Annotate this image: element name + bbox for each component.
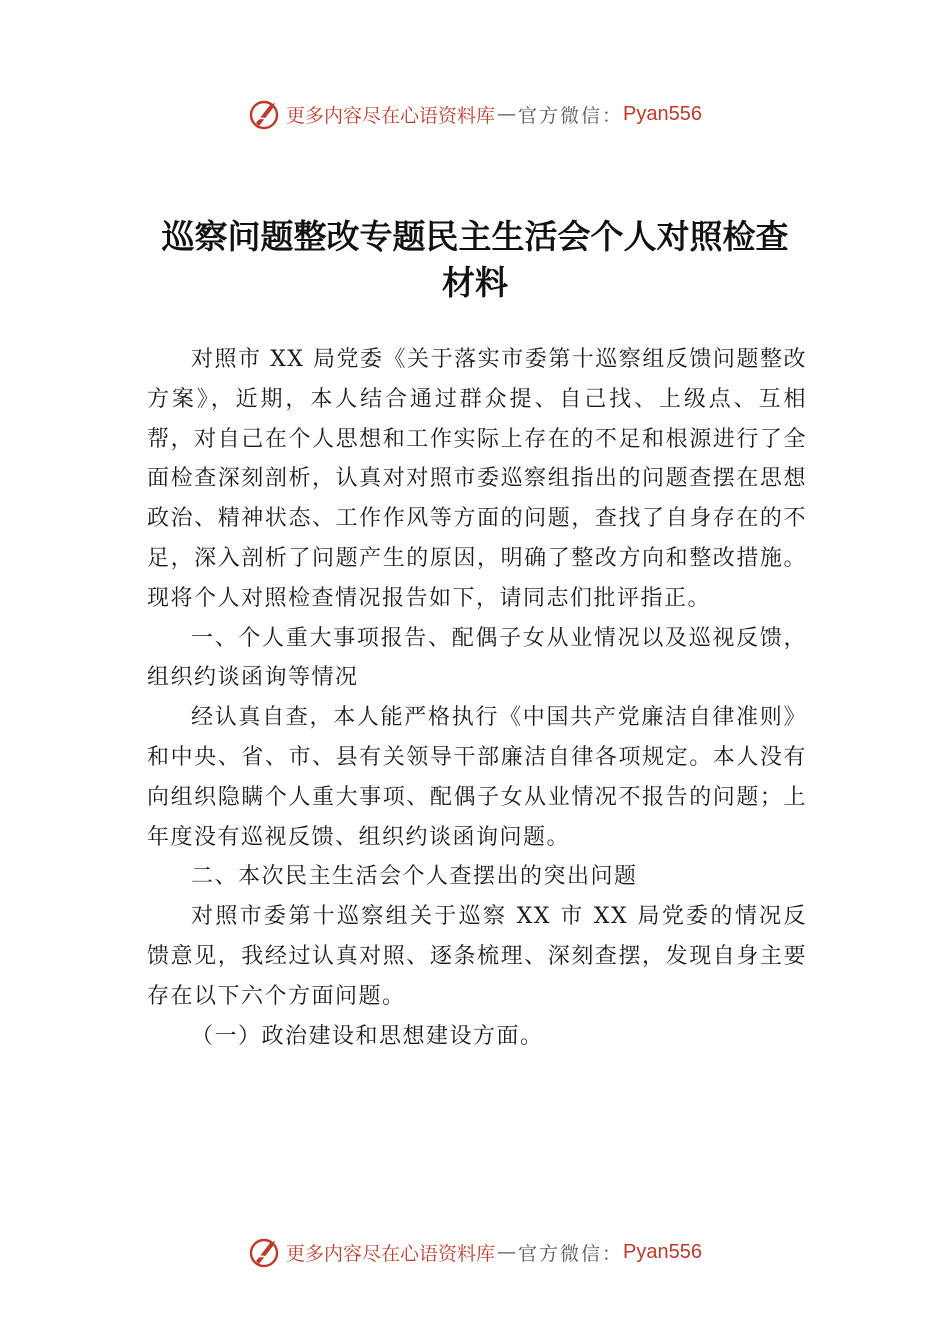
- banner-wechat-label: 官方微信：: [518, 104, 624, 127]
- pen-circle-logo-icon: [248, 97, 282, 131]
- header-banner: [0, 94, 950, 134]
- paragraph-section-2: 对照市委第十巡察组关于巡察 XX 市 XX 局党委的情况反馈意见，我经过认真对照、逐条梳理、深刻查摆，发现自身主要存在以下六个方面问题。: [147, 904, 807, 1009]
- subheading-political: （一）政治建设和思想建设方面。: [191, 1023, 544, 1049]
- banner-wechat-label: 官方微信：: [518, 1242, 624, 1265]
- banner-brand-text: 更多内容尽在心语资料库: [286, 104, 496, 127]
- paragraph-section-1: 经认真自查，本人能严格执行《中国共产党廉洁自律准则》和中央、省、市、县有关领导干部廉洁自律各项规定。本人没有向组织隐瞒个人重大事项、配偶子女从业情况不报告的问题；上年度没有巡视反馈、组织约谈函询问题。: [147, 705, 807, 850]
- heading-section-2: 二、本次民主生活会个人查摆出的突出问题: [191, 864, 638, 890]
- banner-wechat-id: Pyan556: [623, 102, 702, 125]
- banner-brand-text: 更多内容尽在心语资料库: [286, 1242, 496, 1265]
- document-body: [147, 340, 807, 1056]
- paragraph-intro: 对照市 XX 局党委《关于落实市委第十巡察组反馈问题整改方案》，近期，本人结合通过群众提、自己找、上级点、互相帮，对自己在个人思想和工作实际上存在的不足和根源进行了全面检查深刻剖析，认真对对照市委巡察组指出的问题查摆在思想政治、精神状态、工作作风等方面的问题，查找了自身存在的不足，深入剖析了问题产生的原因，明确了整改方向和整改措施。现将个人对照检查情况报告如下，请同志们批评指正。: [147, 347, 807, 611]
- footer-banner: [0, 1232, 950, 1272]
- banner-dash: —: [497, 103, 517, 125]
- heading-section-1: 一、个人重大事项报告、配偶子女从业情况以及巡视反馈，组织约谈函询等情况: [147, 625, 807, 691]
- pen-circle-logo-icon: [248, 1235, 282, 1269]
- banner-wechat-id: Pyan556: [623, 1240, 702, 1263]
- banner-dash: —: [497, 1241, 517, 1263]
- document-title: 巡察问题整改专题民主生活会个人对照检查材料: [161, 217, 789, 302]
